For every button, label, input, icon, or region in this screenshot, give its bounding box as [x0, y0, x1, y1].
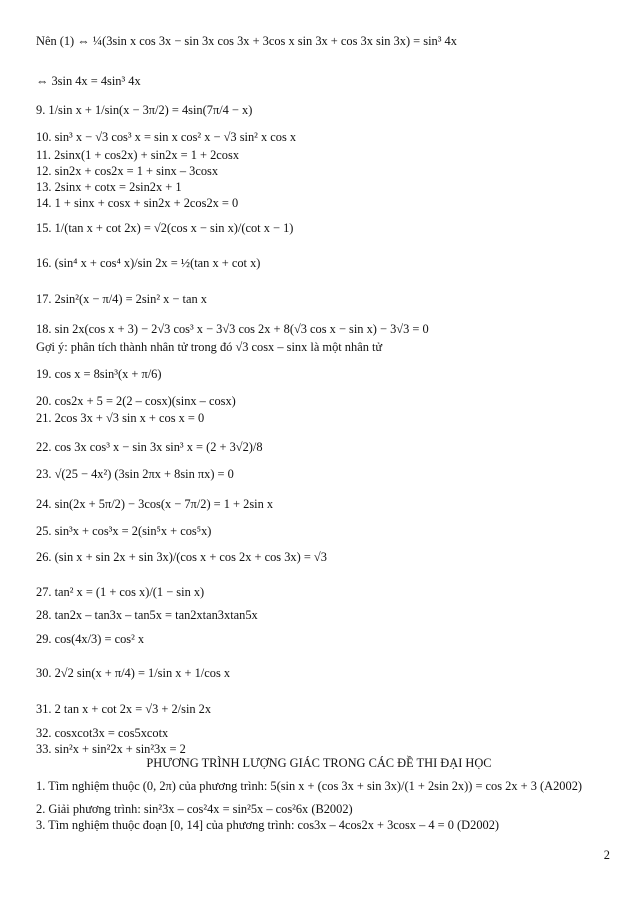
problem-10: 10. sin³ x − √3 cos³ x = sin x cos² x − √3 sin² x cos x [36, 130, 297, 144]
problem-32: 32. cosxcot3x = cos5xcotx [36, 726, 169, 740]
line-intro: Nên (1) ⇔ ¼(3sin x cos 3x − sin 3x cos 3x + 3cos x sin 3x + cos 3x sin 3x) = sin³ 4x [36, 34, 457, 48]
problem-26: 26. (sin x + sin 2x + sin 3x)/(cos x + cos 2x + cos 3x) = √3 [36, 550, 327, 564]
problem-21: 21. 2cos 3x + √3 sin x + cos x = 0 [36, 411, 205, 425]
problem-18: 18. sin 2x(cos x + 3) − 2√3 cos³ x − 3√3 cos 2x + 8(√3 cos x − sin x) − 3√3 = 0 [36, 322, 429, 336]
problem-28: 28. tan2x – tan3x – tan5x = tan2xtan3xtan5x [36, 608, 258, 622]
line-equivalence: ⇔ 3sin 4x = 4sin³ 4x [36, 74, 141, 88]
exam-problem-2: 2. Giải phương trình: sin²3x – cos²4x = sin²5x – cos²6x (B2002) [36, 802, 353, 816]
problem-13: 13. 2sinx + cotx = 2sin2x + 1 [36, 180, 182, 194]
problem-33: 33. sin²x + sin²2x + sin²3x = 2 [36, 742, 186, 756]
problem-20: 20. cos2x + 5 = 2(2 – cosx)(sinx – cosx) [36, 394, 236, 408]
exam-problem-1: 1. Tìm nghiệm thuộc (0, 2π) của phương trình: 5(sin x + (cos 3x + sin 3x)/(1 + 2sin 2x)) = cos 2x + 3 (A2002) [36, 779, 583, 793]
problem-11: 11. 2sinx(1 + cos2x) + sin2x = 1 + 2cosx [36, 148, 240, 162]
problem-30: 30. 2√2 sin(x + π/4) = 1/sin x + 1/cos x [36, 666, 231, 680]
problem-31: 31. 2 tan x + cot 2x = √3 + 2/sin 2x [36, 702, 212, 716]
problem-23: 23. √(25 − 4x²) (3sin 2πx + 8sin πx) = 0 [36, 467, 234, 481]
problem-19: 19. cos x = 8sin³(x + π/6) [36, 367, 162, 381]
problem-17: 17. 2sin²(x − π/4) = 2sin² x − tan x [36, 292, 207, 306]
problem-9: 9. 1/sin x + 1/sin(x − 3π/2) = 4sin(7π/4 − x) [36, 103, 253, 117]
problem-22: 22. cos 3x cos³ x − sin 3x sin³ x = (2 + 3√2)/8 [36, 440, 263, 454]
hint-text: Gợi ý: phân tích thành nhân tử trong đó √3 cosx – sinx là một nhân tử [36, 340, 383, 354]
section-title: PHƯƠNG TRÌNH LƯỢNG GIÁC TRONG CÁC ĐỀ THI ĐẠI HỌC [146, 756, 492, 770]
problem-16: 16. (sin⁴ x + cos⁴ x)/sin 2x = ½(tan x + cot x) [36, 256, 261, 270]
problem-14: 14. 1 + sinx + cosx + sin2x + 2cos2x = 0 [36, 196, 239, 210]
problem-15: 15. 1/(tan x + cot 2x) = √2(cos x − sin x)/(cot x − 1) [36, 221, 294, 235]
problem-24: 24. sin(2x + 5π/2) − 3cos(x − 7π/2) = 1 + 2sin x [36, 497, 274, 511]
problem-27: 27. tan² x = (1 + cos x)/(1 − sin x) [36, 585, 205, 599]
page-number: 2 [603, 848, 610, 862]
problem-29: 29. cos(4x/3) = cos² x [36, 632, 145, 646]
problem-25: 25. sin³x + cos³x = 2(sin⁵x + cos⁵x) [36, 524, 212, 538]
problem-12: 12. sin2x + cos2x = 1 + sinx – 3cosx [36, 164, 219, 178]
exam-problem-3: 3. Tìm nghiệm thuộc đoạn [0, 14] của phương trình: cos3x – 4cos2x + 3cosx – 4 = 0 (D2002) [36, 818, 500, 832]
